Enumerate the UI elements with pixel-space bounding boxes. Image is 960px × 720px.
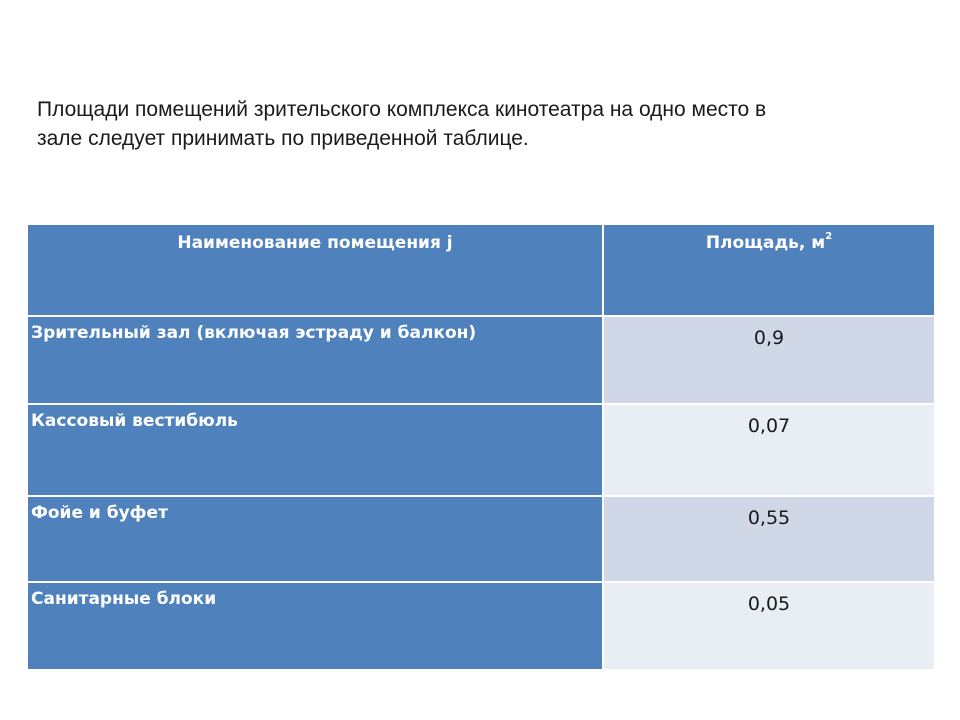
table-row [27,582,935,670]
room-name-cell: Санитарные блоки [27,582,603,670]
intro-paragraph [37,95,917,153]
header-room-name: Наименование помещения j [27,224,603,316]
room-name-cell: Фойе и буфет [27,496,603,582]
area-value-cell: 0,07 [603,404,935,496]
area-table [26,223,936,671]
intro-line-1: Площади помещений зрительского комплекса кинотеатра на одно место в [37,98,767,121]
table-row [27,316,935,404]
room-name-cell: Кассовый вестибюль [27,404,603,496]
table-header-row [27,224,935,316]
area-value-cell: 0,9 [603,316,935,404]
table-row [27,404,935,496]
room-name-cell: Зрительный зал (включая эстраду и балкон) [27,316,603,404]
area-value-cell: 0,05 [603,582,935,670]
area-unit-superscript: 2 [825,231,833,243]
area-table-container [26,223,934,671]
table-row [27,496,935,582]
header-area: Площадь, $м^2$ [603,224,935,316]
area-value-cell: 0,55 [603,496,935,582]
intro-line-2: зале следует принимать по приведенной таблице. [37,127,529,150]
